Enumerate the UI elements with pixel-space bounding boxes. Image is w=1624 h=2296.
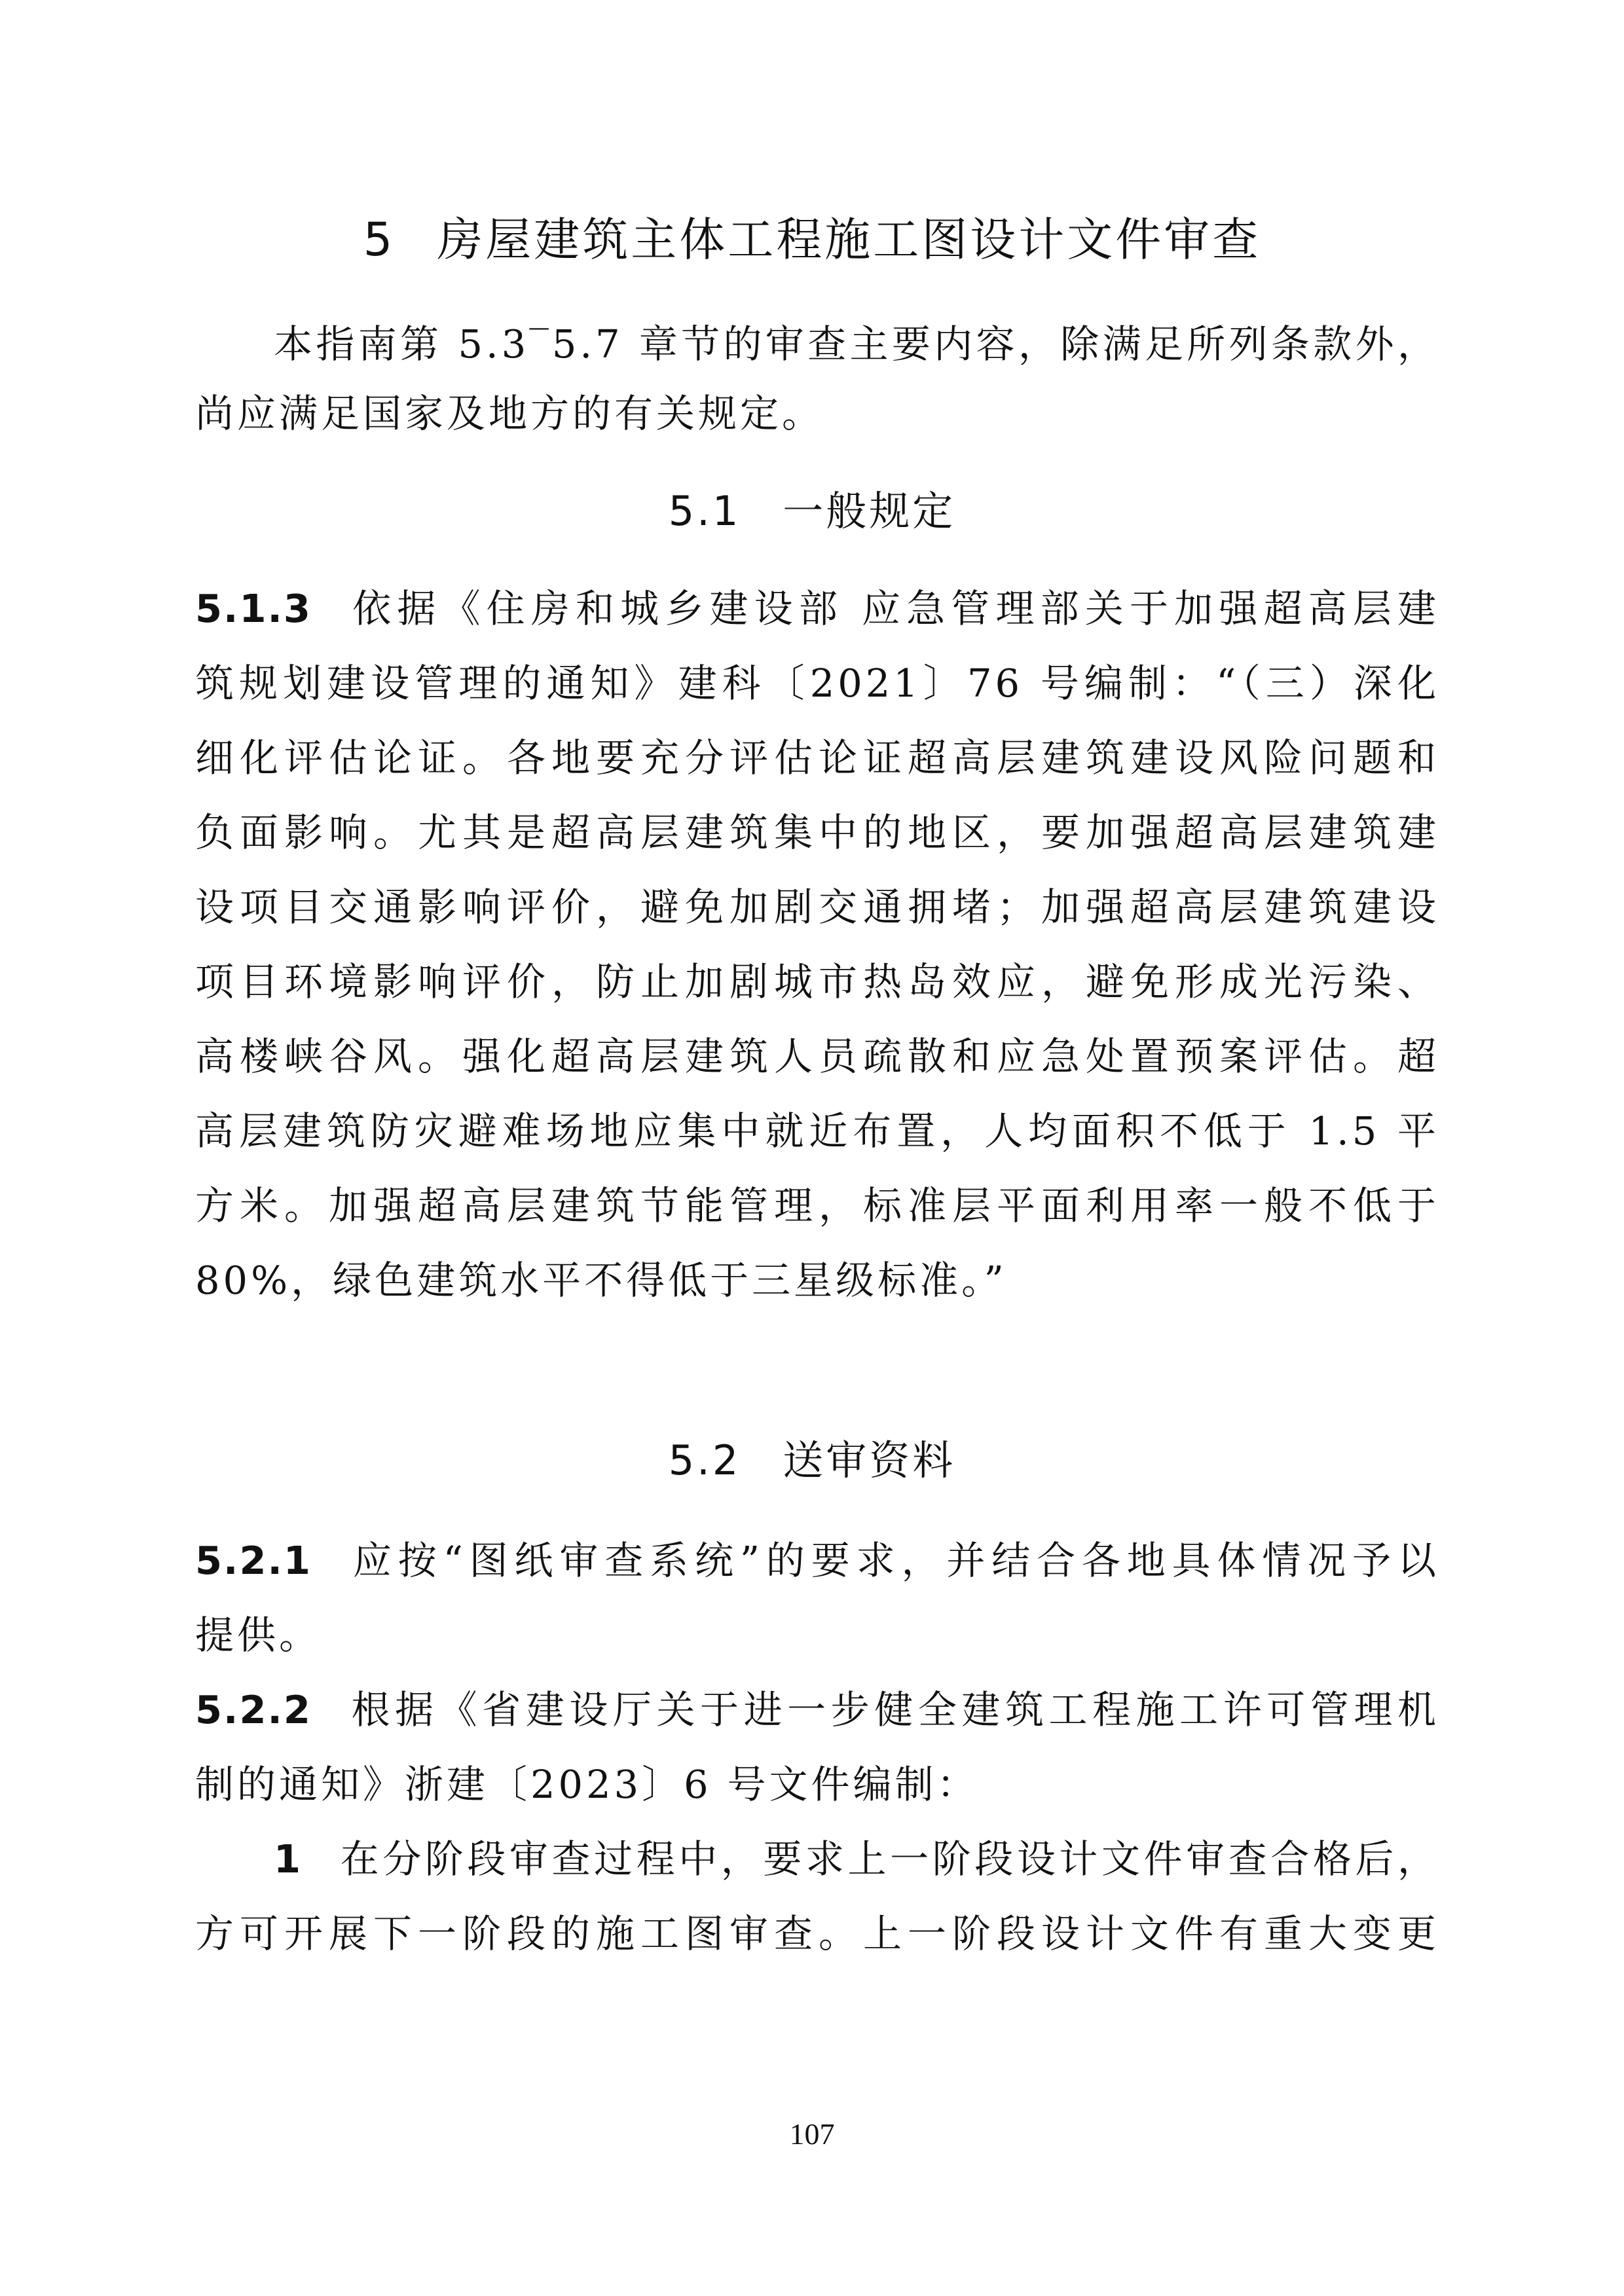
clause-5-2-2-line-1 [195, 1684, 1439, 1736]
clause-5-1-3-line-10: 80%，绿色建筑水平不得低于三星级标准。” [195, 1258, 1007, 1303]
chapter-number: 5 [363, 213, 396, 266]
chapter-title: 房屋建筑主体工程施工图设计文件审查 [437, 213, 1261, 266]
page-number: 107 [789, 2117, 835, 2151]
intro-line-2: 尚应满足国家及地方的有关规定。 [195, 391, 824, 436]
clause-5-1-3-line-2: 筑规划建设管理的通知》建科〔2021〕76 号编制：“（三）深化 [195, 661, 1439, 706]
item-1-line-2: 方可开展下一阶段的施工图审查。上一阶段设计文件有重大变更 [195, 1911, 1439, 1956]
clause-5-1-3-number: 5.1.3 [195, 586, 312, 631]
clause-5-1-3-line-3: 细化评估论证。各地要充分评估论证超高层建筑建设风险问题和 [195, 735, 1439, 780]
clause-5-2-1-text-1: 应按“图纸审查系统”的要求，并结合各地具体情况予以 [349, 1538, 1439, 1583]
clause-5-1-3-line-5: 设项目交通影响评价，避免加剧交通拥堵；加强超高层建筑建设 [195, 884, 1439, 930]
section-5-2-number: 5.2 [668, 1436, 741, 1484]
intro-line-1: 本指南第 5.3‾5.7 章节的审查主要内容，除满足所列条款外， [274, 321, 1439, 367]
section-5-2-heading [0, 1432, 1624, 1489]
item-1-text-1: 在分阶段审查过程中，要求上一阶段设计文件审查合格后， [340, 1836, 1439, 1882]
clause-5-2-2-line-2: 制的通知》浙建〔2023〕6 号文件编制： [195, 1762, 979, 1807]
section-5-1-title: 一般规定 [783, 487, 956, 535]
chapter-heading [0, 208, 1624, 271]
clause-5-1-3-line-7: 高楼峡谷风。强化超高层建筑人员疏散和应急处置预案评估。超 [195, 1034, 1439, 1079]
clause-5-1-3-line-1 [195, 583, 1439, 635]
section-5-2-title: 送审资料 [783, 1436, 956, 1484]
item-1-number: 1 [274, 1836, 303, 1882]
clause-5-1-3-line-8: 高层建筑防灾避难场地应集中就近布置，人均面积不低于 1.5 平 [195, 1108, 1439, 1154]
clause-5-1-3-line-6: 项目环境影响评价，防止加剧城市热岛效应，避免形成光污染、 [195, 959, 1439, 1004]
clause-5-2-2-number: 5.2.2 [195, 1687, 312, 1732]
clause-5-2-2-text-1: 根据《省建设厅关于进一步健全建筑工程施工许可管理机 [349, 1687, 1439, 1732]
section-5-1-number: 5.1 [668, 487, 741, 535]
item-1-line-1 [274, 1833, 1439, 1886]
clause-5-2-1-number: 5.2.1 [195, 1538, 312, 1583]
clause-5-2-1-line-2: 提供。 [195, 1613, 322, 1658]
section-5-1-heading [0, 483, 1624, 539]
clause-5-1-3-line-9: 方米。加强超高层建筑节能管理，标准层平面利用率一般不低于 [195, 1183, 1439, 1228]
clause-5-1-3-line-4: 负面影响。尤其是超高层建筑集中的地区，要加强超高层建筑建 [195, 810, 1439, 855]
clause-5-2-1-line-1 [195, 1535, 1439, 1587]
clause-5-1-3-text-1: 依据《住房和城乡建设部 应急管理部关于加强超高层建 [349, 586, 1439, 631]
